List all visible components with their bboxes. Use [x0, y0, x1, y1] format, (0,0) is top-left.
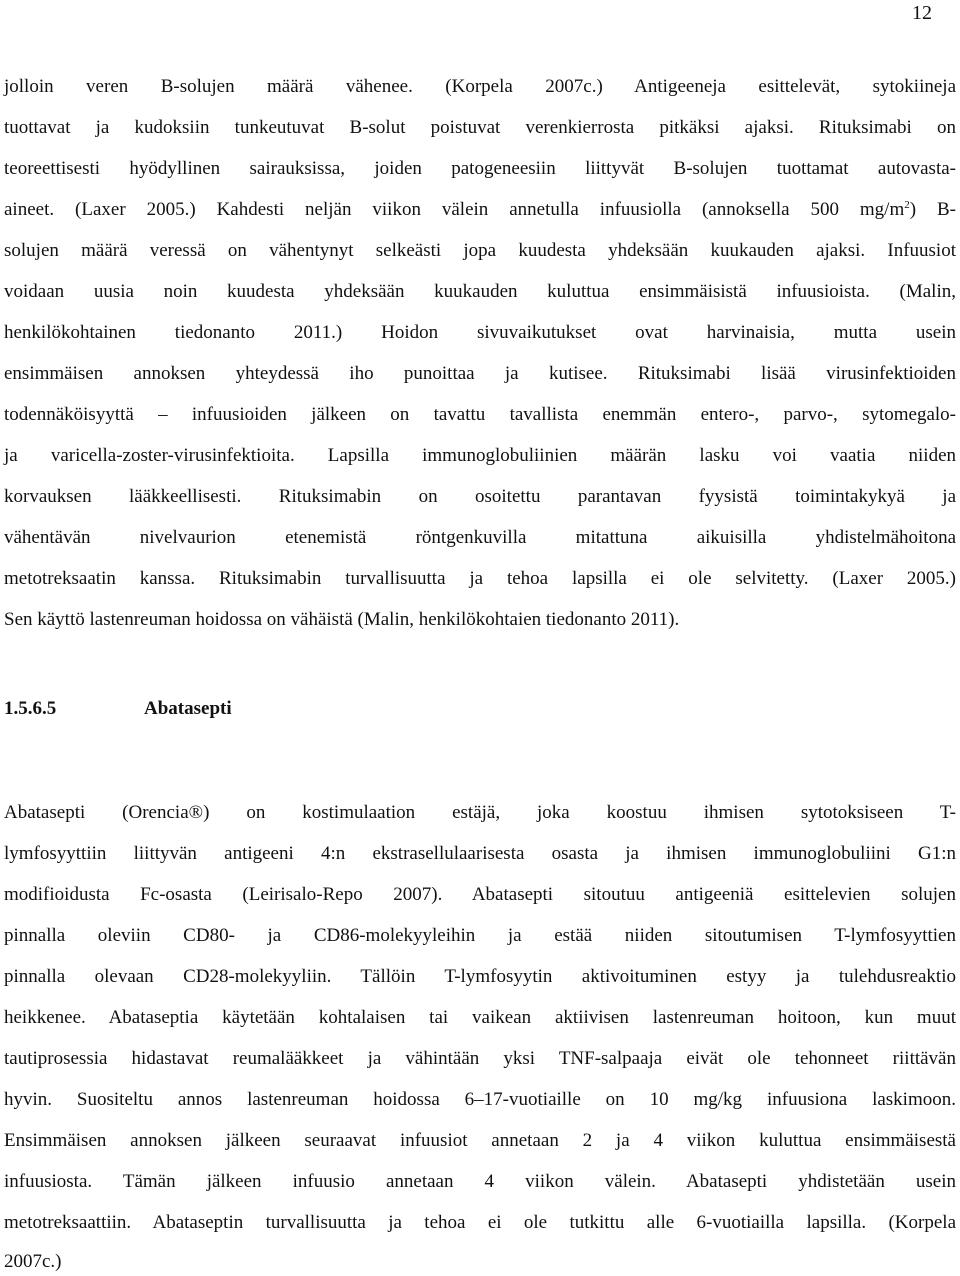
- text-line: pinnalla oleviin CD80- ja CD86-molekyyleihin ja estää niiden sitoutumisen T-lymfosyyttien: [4, 925, 956, 946]
- section-title: Abatasepti: [144, 698, 232, 719]
- text-line: jolloin veren B-solujen määrä vähenee. (Korpela 2007c.) Antigeeneja esittelevät, sytokiineja: [4, 76, 956, 97]
- text-line: 2007c.): [4, 1251, 62, 1272]
- text-line: teoreettisesti hyödyllinen sairauksissa, joiden patogeneesiin liittyvät B-solujen tuottamat autovasta-: [4, 158, 956, 179]
- text-line: voidaan uusia noin kuudesta yhdeksään kuukauden kuluttua ensimmäisistä infuusioista. (Malin,: [4, 281, 956, 302]
- text-line: heikkenee. Abataseptia käytetään kohtalaisen tai vaikean aktiivisen lastenreuman hoitoon, kun muut: [4, 1007, 956, 1028]
- text-line: korvauksen lääkkeellisesti. Rituksimabin on osoitettu parantavan fyysistä toimintakykyä ja: [4, 486, 956, 507]
- text-line: Ensimmäisen annoksen jälkeen seuraavat infuusiot annetaan 2 ja 4 viikon kuluttua ensimmäisestä: [4, 1130, 956, 1151]
- text-line: henkilökohtainen tiedonanto 2011.) Hoidon sivuvaikutukset ovat harvinaisia, mutta usein: [4, 322, 956, 343]
- text-line: infuusiosta. Tämän jälkeen infuusio annetaan 4 viikon välein. Abatasepti yhdistetään usein: [4, 1171, 956, 1192]
- text-line: aineet. (Laxer 2005.) Kahdesti neljän viikon välein annetulla infuusiolla (annoksella 500 $mg/m^2$) B-: [4, 199, 957, 220]
- page-number: 12: [912, 2, 932, 24]
- text-line: hyvin. Suositeltu annos lastenreuman hoidossa 6–17-vuotiaille on 10 mg/kg infuusiona laskimoon.: [4, 1089, 956, 1110]
- section-number: 1.5.6.5: [4, 698, 57, 719]
- text-line: tuottavat ja kudoksiin tunkeutuvat B-solut poistuvat verenkierrosta pitkäksi ajaksi. Rituksimabi on: [4, 117, 956, 138]
- text-line: ja varicella-zoster-virusinfektioita. Lapsilla immunoglobuliinien määrän lasku voi vaatia niiden: [4, 445, 956, 466]
- text-line: modifioidusta Fc-osasta (Leirisalo-Repo 2007). Abatasepti sitoutuu antigeeniä esittelevien solujen: [4, 884, 956, 905]
- text-line: Abatasepti (Orencia®) on kostimulaation estäjä, joka koostuu ihmisen sytotoksiseen T-: [4, 802, 956, 823]
- text-line: solujen määrä veressä on vähentynyt selkeästi jopa kuudesta yhdeksään kuukauden ajaksi. Infuusiot: [4, 240, 956, 261]
- text-line: metotreksaattiin. Abataseptin turvallisuutta ja tehoa ei ole tutkittu alle 6-vuotiailla lapsilla. (Korpela: [4, 1212, 956, 1233]
- text-line: pinnalla olevaan CD28-molekyyliin. Tällöin T-lymfosyytin aktivoituminen estyy ja tulehdusreaktio: [4, 966, 956, 987]
- text-line: lymfosyyttiin liittyvän antigeeni 4:n ekstrasellulaarisesta osasta ja ihmisen immunoglobuliini G1:n: [4, 843, 956, 864]
- text-line: ensimmäisen annoksen yhteydessä iho punoittaa ja kutisee. Rituksimabi lisää virusinfektioiden: [4, 363, 956, 384]
- section-heading: [4, 697, 232, 721]
- text-line: todennäköisyyttä – infuusioiden jälkeen on tavattu tavallista enemmän entero-, parvo-, sytomegalo-: [4, 404, 956, 425]
- text-line: Sen käyttö lastenreuman hoidossa on vähäistä (Malin, henkilökohtaien tiedonanto 2011).: [4, 609, 680, 630]
- text-line: tautiprosessia hidastavat reumalääkkeet ja vähintään yksi TNF-salpaaja eivät ole tehonneet riittävän: [4, 1048, 956, 1069]
- text-line: metotreksaatin kanssa. Rituksimabin turvallisuutta ja tehoa lapsilla ei ole selvitetty. (Laxer 2005.): [4, 568, 956, 589]
- text-line: vähentävän nivelvaurion etenemistä röntgenkuvilla mitattuna aikuisilla yhdistelmähoitona: [4, 527, 956, 548]
- superscript: 2: [904, 199, 910, 211]
